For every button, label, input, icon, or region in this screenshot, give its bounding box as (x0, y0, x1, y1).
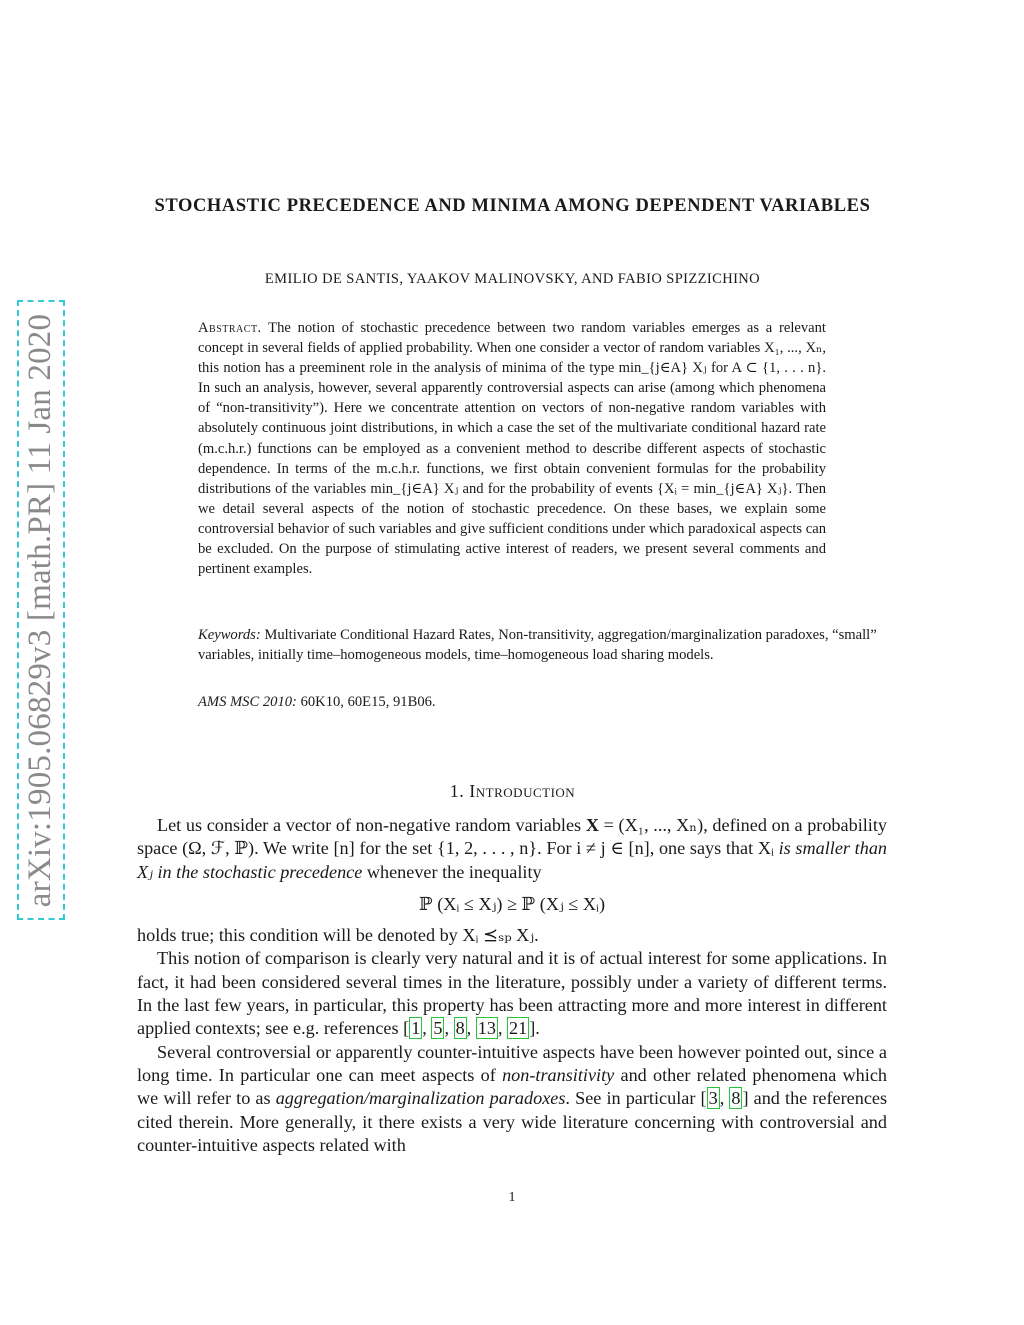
citation-link[interactable]: 13 (477, 1018, 496, 1039)
citation-link[interactable]: 5 (433, 1018, 443, 1039)
paragraph (137, 814, 887, 884)
emphasis-text: is smaller than Xⱼ in the stochastic precedence (137, 838, 888, 882)
paragraph-text: Let us consider a vector of non-negative random variables (157, 815, 582, 835)
paragraph-text: Several controversial or apparently counter-intuitive aspects have been however pointed out, since a long time. In particular one can meet aspects of (137, 1041, 887, 1085)
vector-symbol: X (585, 815, 599, 835)
paragraph-text: and other related phenomena which we will refer to as (137, 1064, 887, 1109)
abstract-heading: Abstract. (198, 320, 262, 336)
citation-link[interactable]: 3 (708, 1088, 718, 1109)
citation-link[interactable]: 21 (509, 1018, 528, 1039)
section-title: Introduction (469, 781, 576, 801)
citation-link[interactable]: 1 (411, 1018, 421, 1039)
paragraph-text: and the references cited therein. More generally, it there exists a very wide literature concerning with controversial and counter-intuitive aspects related with (137, 1088, 888, 1155)
paragraph-text: holds true; this condition will be denoted by Xᵢ ⪯ₛₚ Xⱼ. (137, 925, 539, 946)
paragraph-text: whenever the inequality (366, 861, 542, 882)
msc-label: AMS MSC 2010: (198, 694, 297, 710)
paper-title: STOCHASTIC PRECEDENCE AND MINIMA AMONG DEPENDENT VARIABLES (154, 196, 871, 216)
abstract-text: The notion of stochastic precedence between two random variables emerges as a relevant concept in several fields of applied probability. When one consider a vector of random variables X₁, ..., Xₙ, this notion has a preeminent role in the analysis of minima of the type min_{j∈A} Xⱼ for A ⊂ {1, . . . n}. In such an analysis, however, several apparently controversial aspects can arise (among which phenomena of “non-transitivity”). Here we concentrate attention on vectors of non-negative random variables with absolutely continuous joint distributions, in which a case the set of the multivariate conditional hazard rate (m.c.h.r.) functions can be employed as a convenient method to describe different aspects of stochastic dependence. In terms of the m.c.h.r. functions, we first obtain convenient formulas for the probability distributions of the variables min_{j∈A} Xⱼ and for the probability of events {Xᵢ = min_{j∈A} Xⱼ}. Then we detail several aspects of the notion of stochastic precedence. On these bases, we explain some controversial behavior of such variables and give sufficient conditions under which paradoxical aspects can be excluded. On the purpose of stimulating active interest of readers, we present several comments and pertinent examples. (198, 320, 826, 578)
paragraph-text: This notion of comparison is clearly very natural and it is of actual interest for some applications. In fact, it had been considered several times in the literature, possibly under a variety of different terms. In the last few years, in particular, this property has been attracting more and more interest in different applied contexts; see e.g. references (137, 948, 887, 1039)
keywords (198, 626, 904, 665)
msc-codes: 60K10, 60E15, 91B06. (300, 694, 436, 710)
paragraph (137, 947, 887, 1040)
paragraph (137, 1041, 887, 1157)
arxiv-identifier: arXiv:1905.06829v3 [math.PR] 11 Jan 2020 (22, 313, 59, 907)
paragraph-text: = (X₁, ..., Xₙ), defined on a probability space (Ω, ℱ, ℙ). We write [n] for the set {1, 2, . . . , n}. For i ≠ j ∈ [n], one says that Xᵢ (137, 815, 887, 859)
keywords-label: Keywords: (198, 627, 261, 643)
emphasis-text: aggregation/marginalization paradoxes (275, 1088, 566, 1109)
abstract (198, 318, 826, 579)
introduction-body (137, 814, 887, 1157)
author-list: EMILIO DE SANTIS, YAAKOV MALINOVSKY, AND FABIO SPIZZICHINO (264, 271, 761, 287)
citation-link[interactable]: 8 (455, 1018, 465, 1039)
display-equation: ℙ (Xᵢ ≤ Xⱼ) ≥ ℙ (Xⱼ ≤ Xᵢ) (419, 893, 605, 914)
citation-link[interactable]: 8 (731, 1088, 741, 1109)
msc-classification (198, 694, 826, 711)
citation-group: [ 1 , 5 , 8 , 13 , 21 ]. (403, 1018, 540, 1039)
emphasis-text: non-transitivity (502, 1064, 615, 1085)
paragraph-text: . See in particular (565, 1088, 696, 1109)
citation-group: [ 3 , 8 ] (700, 1088, 749, 1109)
section-number: 1. (449, 781, 465, 801)
page-number: 1 (508, 1190, 516, 1205)
arxiv-side-stamp (17, 300, 65, 920)
keywords-text: Multivariate Conditional Hazard Rates, Non-transitivity, aggregation/marginalization paradoxes, “small” variables, initially time–homogeneous models, time–homogeneous load sharing models. (198, 627, 877, 663)
section-heading-introduction (120, 781, 905, 802)
paragraph (137, 924, 887, 947)
